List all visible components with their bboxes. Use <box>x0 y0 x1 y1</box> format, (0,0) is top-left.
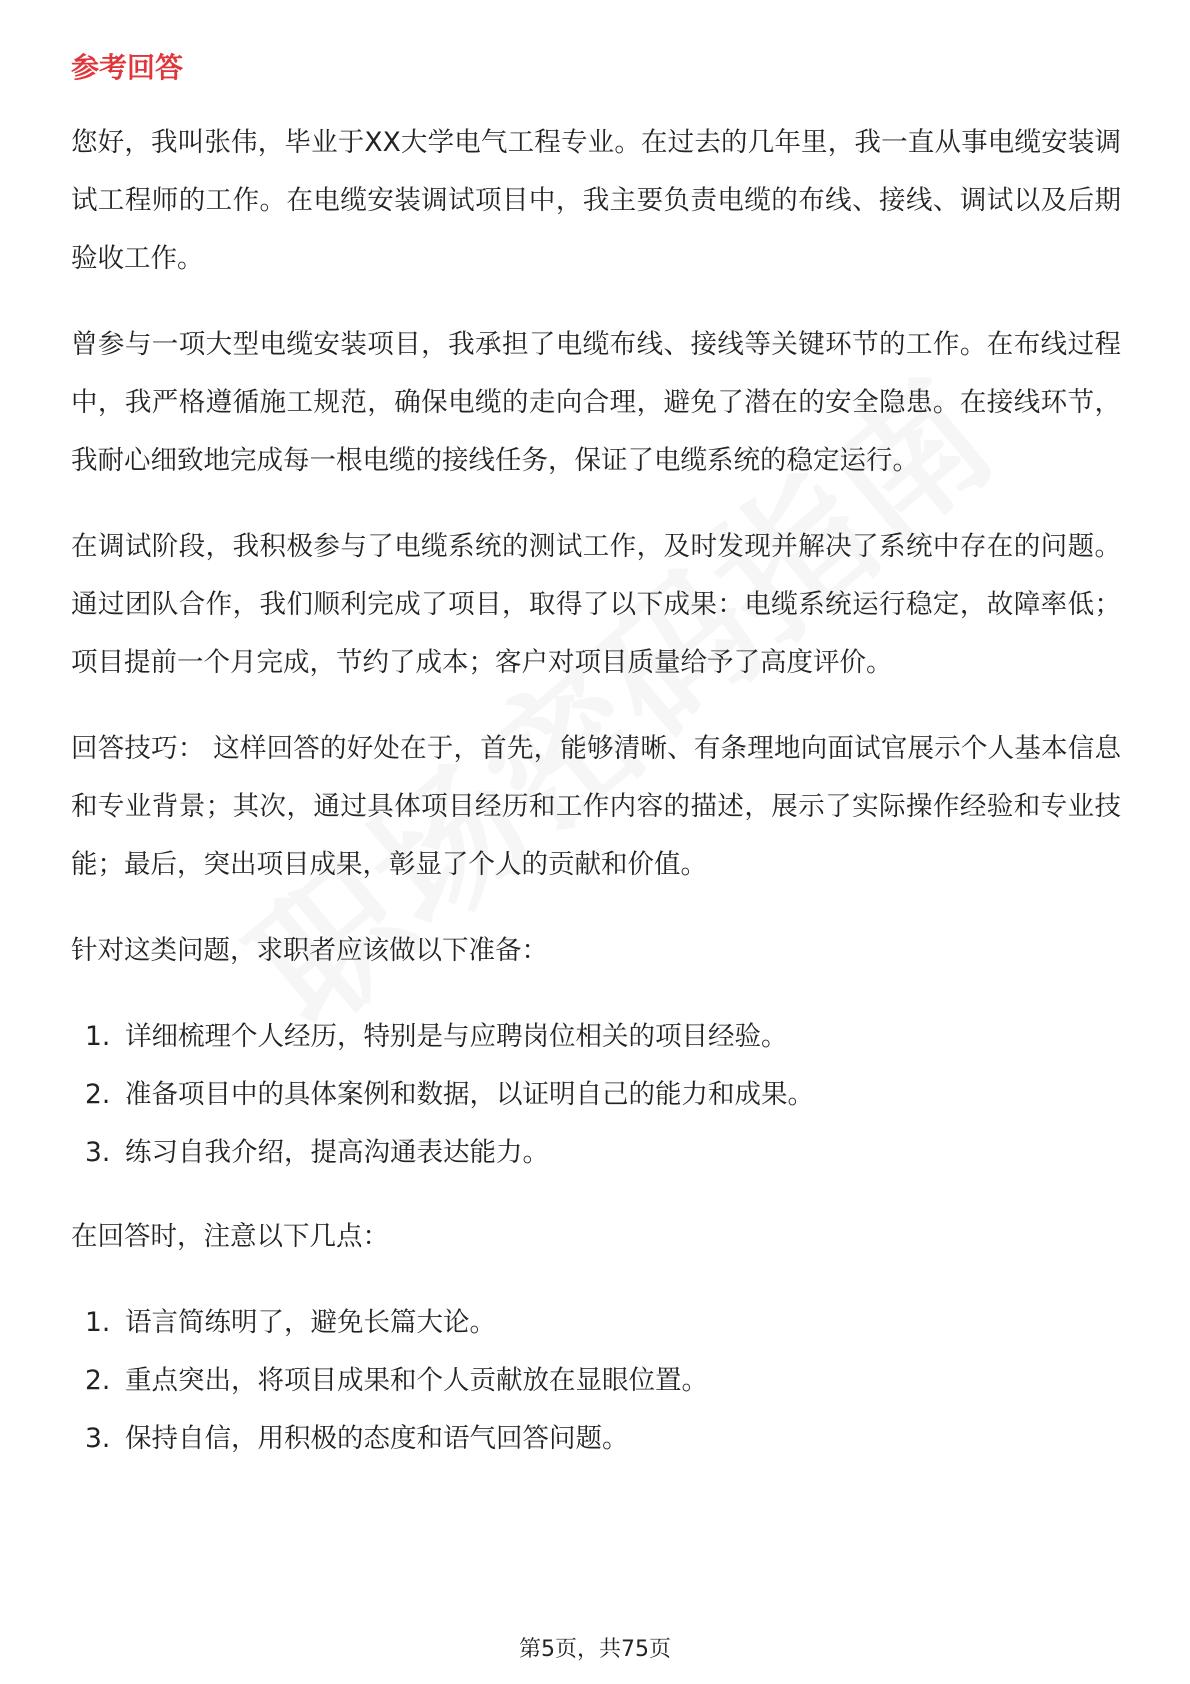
list-item <box>85 1352 1121 1410</box>
list-item <box>85 1008 1121 1066</box>
section-heading: 参考回答 <box>71 51 184 84</box>
notes-intro: 在回答时，注意以下几点： <box>71 1221 389 1252</box>
list-number: 1. <box>85 1021 111 1052</box>
prep-list <box>71 1008 1121 1182</box>
list-text: 保持自信，用积极的态度和语气回答问题。 <box>125 1423 629 1454</box>
list-text: 详细梳理个人经历，特别是与应聘岗位相关的项目经验。 <box>125 1021 788 1052</box>
list-number: 3. <box>85 1423 111 1454</box>
list-text: 准备项目中的具体案例和数据，以证明自己的能力和成果。 <box>125 1079 814 1110</box>
list-item <box>85 1124 1121 1182</box>
list-text: 重点突出，将项目成果和个人贡献放在显眼位置。 <box>125 1365 708 1396</box>
list-item <box>85 1410 1121 1468</box>
prep-intro: 针对这类问题，求职者应该做以下准备： <box>71 935 548 966</box>
list-item <box>85 1294 1121 1352</box>
list-number: 1. <box>85 1307 111 1338</box>
content <box>71 48 1121 1494</box>
paragraph-project: 曾参与一项大型电缆安装项目，我承担了电缆布线、接线等关键环节的工作。在布线过程中，我严格遵循施工规范，确保电缆的走向合理，避免了潜在的安全隐患。在接线环节，我耐心细致地完成每一根电缆的接线任务，保证了电缆系统的稳定运行。 <box>71 329 1121 476</box>
list-item <box>85 1066 1121 1124</box>
notes-list <box>71 1294 1121 1468</box>
paragraph-intro: 您好，我叫张伟，毕业于XX大学电气工程专业。在过去的几年里，我一直从事电缆安装调试工程师的工作。在电缆安装调试项目中，我主要负责电缆的布线、接线、调试以及后期验收工作。 <box>71 127 1121 274</box>
paragraph-tips: 回答技巧： 这样回答的好处在于，首先，能够清晰、有条理地向面试官展示个人基本信息和专业背景；其次，通过具体项目经历和工作内容的描述，展示了实际操作经验和专业技能；最后，突出项目成果，彰显了个人的贡献和价值。 <box>71 733 1121 880</box>
list-text: 语言简练明了，避免长篇大论。 <box>125 1307 496 1338</box>
list-text: 练习自我介绍，提高沟通表达能力。 <box>125 1137 549 1168</box>
list-number: 2. <box>85 1079 111 1110</box>
paragraph-debugging: 在调试阶段，我积极参与了电缆系统的测试工作，及时发现并解决了系统中存在的问题。通过团队合作，我们顺利完成了项目，取得了以下成果：电缆系统运行稳定，故障率低；项目提前一个月完成，节约了成本；客户对项目质量给予了高度评价。 <box>71 531 1121 678</box>
list-number: 2. <box>85 1365 111 1396</box>
list-number: 3. <box>85 1137 111 1168</box>
page-footer: 第5页，共75页 <box>519 1637 671 1662</box>
